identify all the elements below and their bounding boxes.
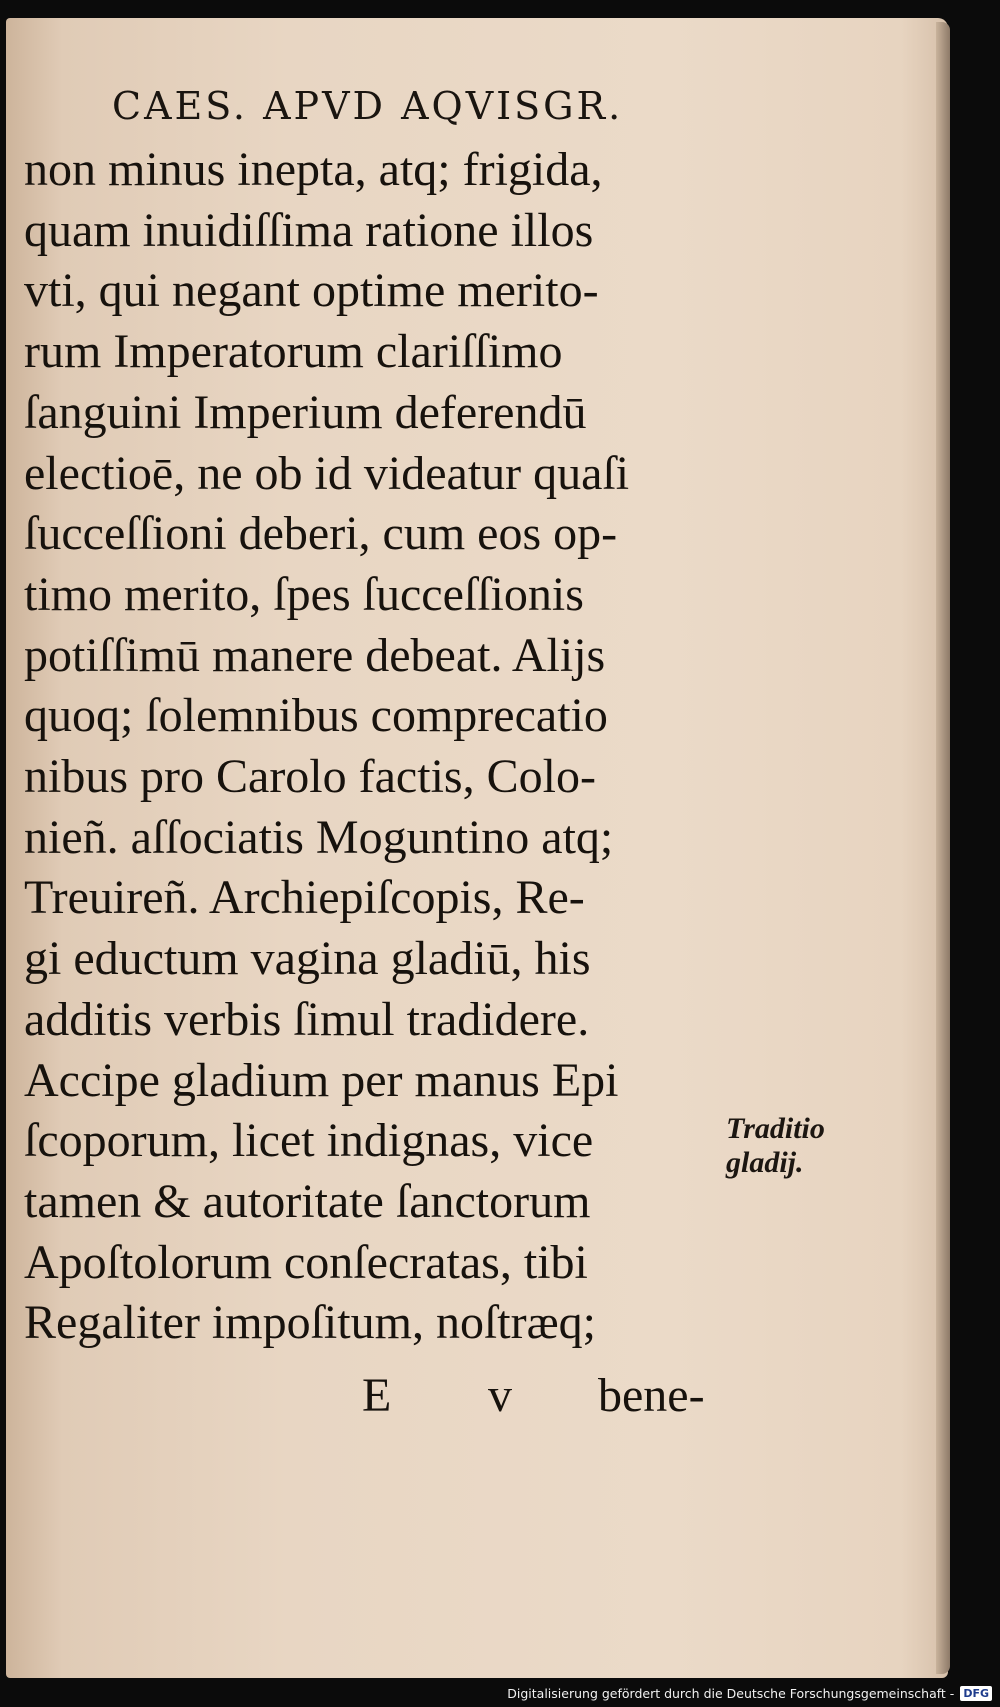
signature-mark: E bbox=[362, 1369, 392, 1422]
marginal-note-line: gladij. bbox=[726, 1146, 804, 1179]
text-line: Treuireñ. Archiepiſcopis, Re- bbox=[24, 871, 585, 925]
footer-credit: Digitalisierung gefördert durch die Deutsche Forschungsgemeinschaft - bbox=[507, 1685, 955, 1701]
text-line: ſucceſſioni deberi, cum eos op- bbox=[24, 507, 618, 561]
text-line: quam inuidiſſima ratione illos bbox=[24, 203, 594, 257]
signature-number: v bbox=[488, 1369, 512, 1422]
text-line: non minus inepta, atq; frigida, bbox=[24, 143, 603, 196]
text-line: timo merito, ſpes ſucceſſionis bbox=[24, 567, 584, 621]
dfg-logo-icon: DFG bbox=[960, 1686, 992, 1701]
text-line: quoq; ſolemnibus comprecatio bbox=[24, 689, 608, 743]
text-line: tamen & autoritate ſanctorum bbox=[24, 1174, 591, 1228]
catchword: bene- bbox=[598, 1369, 705, 1422]
text-line: nibus pro Carolo factis, Colo- bbox=[24, 750, 596, 804]
text-line: ſcoporum, licet indignas, vice bbox=[24, 1114, 594, 1168]
body-text bbox=[24, 140, 724, 1354]
marginal-note-line: Traditio bbox=[726, 1112, 825, 1145]
text-line: Apoſtolorum conſecratas, tibi bbox=[24, 1235, 588, 1289]
running-head: CAES. APVD AQVISGR. bbox=[112, 84, 624, 128]
text-line: Regaliter impoſitum, noſtræq; bbox=[24, 1296, 596, 1350]
text-line: potiſſimū manere debeat. Alijs bbox=[24, 628, 606, 682]
page-edge-shadow bbox=[936, 22, 950, 1674]
text-line: gi eductum vagina gladiū, his bbox=[24, 932, 591, 986]
text-line: vti, qui negant optime merito- bbox=[24, 264, 599, 318]
text-line: Accipe gladium per manus Epi bbox=[24, 1053, 619, 1107]
marginal-note bbox=[726, 1112, 866, 1180]
digitization-footer bbox=[507, 1681, 992, 1705]
text-line: ſanguini Imperium deferendū bbox=[24, 385, 587, 439]
text-line: nieñ. aſſociatis Moguntino atq; bbox=[24, 810, 614, 864]
text-line: electioē, ne ob id videatur quaſi bbox=[24, 446, 630, 500]
text-line: rum Imperatorum clariſſimo bbox=[24, 325, 563, 379]
text-line: additis verbis ſimul tradidere. bbox=[24, 992, 590, 1046]
